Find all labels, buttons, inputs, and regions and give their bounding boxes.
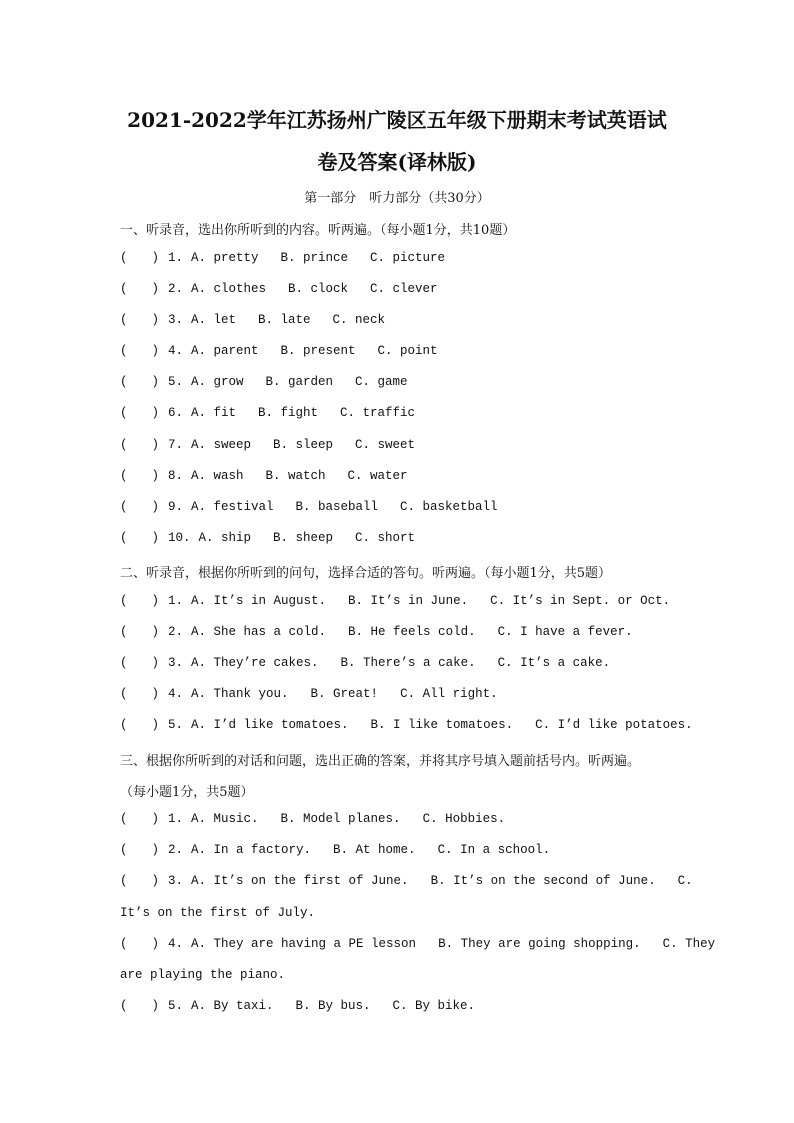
exam-title-line-2: 卷及答案(译林版)	[317, 150, 477, 174]
question-row	[120, 656, 632, 670]
option-b: B. It’s on the second of June.	[430, 874, 656, 888]
section-3-heading: 三、根据你所听到的对话和问题，选出正确的答案，并将其序号填入题前括号内。听两遍。	[120, 754, 641, 769]
answer-blank[interactable]	[120, 937, 168, 951]
answer-blank[interactable]	[120, 344, 168, 358]
paren-open: (	[120, 687, 128, 701]
question-row	[120, 344, 460, 358]
question-number: 1.	[168, 594, 184, 608]
option-b: B. Model planes.	[280, 812, 401, 826]
option-b: B. I like tomatoes.	[370, 718, 514, 732]
paren-close: )	[151, 375, 160, 389]
paren-close: )	[151, 937, 160, 951]
question-row	[120, 812, 527, 826]
paren-open: (	[120, 251, 128, 265]
option-b: B. watch	[265, 469, 326, 483]
question-continuation: It’s on the first of July.	[120, 906, 316, 920]
option-b: B. At home.	[333, 843, 416, 857]
option-c: C. It’s in Sept. or Oct.	[490, 594, 671, 608]
answer-blank[interactable]	[120, 531, 168, 545]
option-c: C. They	[662, 937, 716, 951]
option-b: B. present	[280, 344, 356, 358]
question-row	[120, 406, 437, 420]
option-a: A. By taxi.	[191, 999, 274, 1013]
option-c: C. All right.	[400, 687, 498, 701]
option-b: B. They are going shopping.	[438, 937, 641, 951]
option-a: A. She has a cold.	[191, 625, 327, 639]
question-number: 1.	[168, 251, 184, 265]
paren-open: (	[120, 874, 128, 888]
question-continuation: are playing the piano.	[120, 968, 286, 982]
answer-blank[interactable]	[120, 438, 168, 452]
question-row	[120, 469, 430, 483]
option-c: C. By bike.	[392, 999, 476, 1013]
section-3-heading-cont: （每小题1分，共5题）	[120, 785, 254, 800]
option-a: A. grow	[191, 375, 244, 389]
option-c: C. neck	[332, 313, 386, 327]
option-a: A. In a factory.	[191, 843, 312, 857]
paren-open: (	[120, 438, 128, 452]
answer-blank[interactable]	[120, 687, 168, 701]
option-b: B. prince	[280, 251, 349, 265]
answer-blank[interactable]	[120, 812, 168, 826]
question-number: 3.	[168, 874, 184, 888]
question-row	[120, 251, 467, 265]
option-c: C. sweet	[355, 438, 416, 452]
paren-close: )	[151, 344, 160, 358]
question-number: 4.	[168, 937, 184, 951]
answer-blank[interactable]	[120, 500, 168, 514]
answer-blank[interactable]	[120, 469, 168, 483]
question-row	[120, 999, 497, 1013]
paren-close: )	[151, 999, 160, 1013]
paren-open: (	[120, 469, 128, 483]
option-b: B. garden	[265, 375, 334, 389]
question-number: 4.	[168, 687, 184, 701]
option-c: C. short	[355, 531, 416, 545]
option-a: A. pretty	[191, 251, 259, 265]
option-c: C. It’s a cake.	[497, 656, 611, 670]
answer-blank[interactable]	[120, 313, 168, 327]
option-a: A. It’s in August.	[191, 594, 327, 608]
option-c: C. Hobbies.	[422, 812, 506, 826]
part-subtitle: 第一部分 听力部分（共30分）	[304, 191, 490, 206]
option-a: A. sweep	[191, 438, 252, 452]
question-row	[120, 718, 715, 732]
option-b: B. Great!	[310, 687, 379, 701]
paren-close: )	[151, 718, 160, 732]
paren-close: )	[151, 594, 160, 608]
paren-open: (	[120, 531, 128, 545]
question-number: 3.	[168, 313, 184, 327]
question-row	[120, 874, 715, 888]
answer-blank[interactable]	[120, 251, 168, 265]
paren-close: )	[151, 843, 160, 857]
paren-close: )	[151, 282, 160, 296]
option-c: C. I have a fever.	[497, 625, 633, 639]
question-number: 9.	[168, 500, 184, 514]
question-number: 2.	[168, 625, 184, 639]
paren-open: (	[120, 718, 128, 732]
question-row	[120, 687, 520, 701]
paren-open: (	[120, 843, 128, 857]
question-number: 4.	[168, 344, 184, 358]
paren-close: )	[151, 812, 160, 826]
paren-close: )	[151, 874, 160, 888]
option-b: B. There’s a cake.	[340, 656, 476, 670]
question-number: 6.	[168, 406, 184, 420]
answer-blank[interactable]	[120, 843, 168, 857]
option-a: A. Music.	[191, 812, 259, 826]
question-row	[120, 375, 430, 389]
option-a: A. They’re cakes.	[191, 656, 319, 670]
option-b: B. He feels cold.	[348, 625, 476, 639]
option-a: A. They are having a PE lesson	[191, 937, 417, 951]
question-number: 3.	[168, 656, 184, 670]
option-c: C. basketball	[400, 500, 498, 514]
question-number: 8.	[168, 469, 184, 483]
option-b: B. sleep	[273, 438, 334, 452]
question-row	[120, 500, 520, 514]
option-c: C. traffic	[340, 406, 416, 420]
option-b: B. sheep	[273, 531, 334, 545]
option-b: B. late	[258, 313, 311, 327]
paren-close: )	[151, 500, 160, 514]
section-1-heading: 一、听录音，选出你所听到的内容。听两遍。（每小题1分，共10题）	[120, 223, 516, 238]
answer-blank[interactable]	[120, 718, 168, 732]
paren-close: )	[151, 531, 160, 545]
paren-open: (	[120, 594, 128, 608]
paren-open: (	[120, 656, 128, 670]
option-b: B. clock	[288, 282, 349, 296]
answer-blank[interactable]	[120, 999, 168, 1013]
question-row	[120, 843, 572, 857]
paren-open: (	[120, 500, 128, 514]
option-a: A. let	[191, 313, 237, 327]
option-b: B. It’s in June.	[348, 594, 469, 608]
option-b: B. fight	[258, 406, 319, 420]
option-a: A. parent	[191, 344, 259, 358]
question-row	[120, 594, 692, 608]
paren-open: (	[120, 375, 128, 389]
option-c: C. point	[377, 344, 438, 358]
question-number: 5.	[168, 718, 184, 732]
answer-blank[interactable]	[120, 375, 168, 389]
question-number: 5.	[168, 375, 184, 389]
paren-close: )	[151, 438, 160, 452]
question-row	[120, 438, 437, 452]
option-c: C. water	[347, 469, 408, 483]
answer-blank[interactable]	[120, 656, 168, 670]
option-a: A. fit	[191, 406, 237, 420]
answer-blank[interactable]	[120, 625, 168, 639]
answer-blank[interactable]	[120, 874, 168, 888]
question-number: 7.	[168, 438, 184, 452]
option-a: A. clothes	[191, 282, 267, 296]
option-a: A. wash	[191, 469, 244, 483]
answer-blank[interactable]	[120, 282, 168, 296]
option-c: C. clever	[370, 282, 438, 296]
question-row	[120, 531, 437, 545]
option-c: C. In a school.	[437, 843, 551, 857]
option-b: B. baseball	[295, 500, 379, 514]
paren-open: (	[120, 625, 128, 639]
paren-open: (	[120, 406, 128, 420]
option-a: A. It’s on the first of June.	[191, 874, 409, 888]
paren-open: (	[120, 344, 128, 358]
paren-open: (	[120, 937, 128, 951]
question-row	[120, 282, 460, 296]
question-number: 1.	[168, 812, 184, 826]
paren-open: (	[120, 313, 128, 327]
option-c: C. game	[355, 375, 408, 389]
option-a: A. I’d like tomatoes.	[191, 718, 349, 732]
exam-title-line-1: 2021-2022学年江苏扬州广陵区五年级下册期末考试英语试	[127, 108, 667, 132]
section-2-heading: 二、听录音，根据你所听到的问句，选择合适的答句。听两遍。（每小题1分，共5题）	[120, 566, 612, 581]
answer-blank[interactable]	[120, 594, 168, 608]
answer-blank[interactable]	[120, 406, 168, 420]
paren-close: )	[151, 406, 160, 420]
question-row	[120, 625, 655, 639]
option-a: A. festival	[191, 500, 274, 514]
question-number: 5.	[168, 999, 184, 1013]
paren-open: (	[120, 812, 128, 826]
question-number: 2.	[168, 282, 184, 296]
paren-close: )	[151, 251, 160, 265]
option-c: C. I’d like potatoes.	[535, 718, 693, 732]
paren-close: )	[151, 687, 160, 701]
paren-close: )	[151, 656, 160, 670]
option-a: A. ship	[198, 531, 252, 545]
paren-close: )	[151, 313, 160, 327]
paren-open: (	[120, 999, 128, 1013]
option-b: B. By bus.	[295, 999, 371, 1013]
question-number: 2.	[168, 843, 184, 857]
option-a: A. Thank you.	[191, 687, 289, 701]
paren-open: (	[120, 282, 128, 296]
option-c: C. picture	[370, 251, 446, 265]
paren-close: )	[151, 625, 160, 639]
question-row	[120, 313, 407, 327]
question-number: 10.	[168, 531, 191, 545]
question-row	[120, 937, 737, 951]
paren-close: )	[151, 469, 160, 483]
option-c: C.	[677, 874, 693, 888]
